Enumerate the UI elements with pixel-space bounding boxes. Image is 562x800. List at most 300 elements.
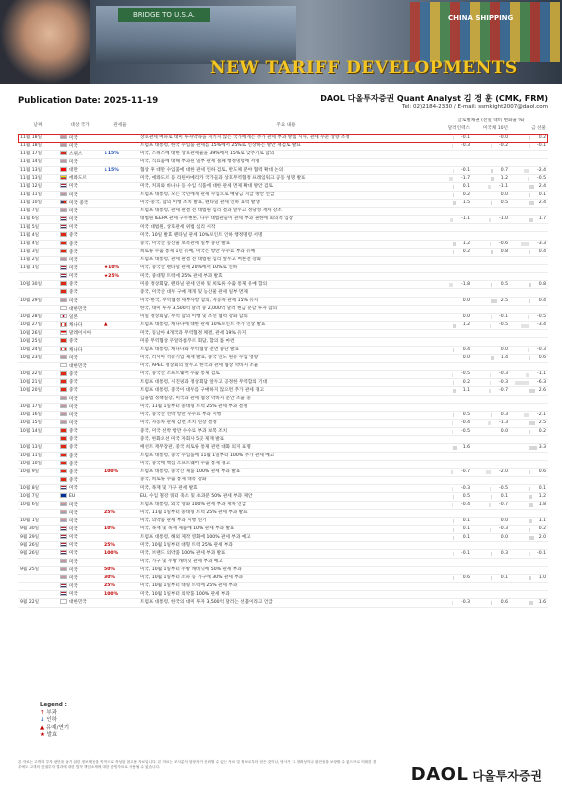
row-value-2 <box>472 142 510 150</box>
table-row <box>18 289 548 297</box>
row-tariff <box>102 444 138 452</box>
row-value-1 <box>434 158 472 166</box>
row-tariff: 25% <box>102 542 138 550</box>
row-value-2 <box>472 428 510 436</box>
country-name: 말레이시아 <box>69 331 92 336</box>
legend-item-effective: ★ 발효 <box>40 731 58 738</box>
country-flag-icon <box>60 387 67 392</box>
country-name: 미국 <box>69 298 78 304</box>
row-value-2 <box>472 558 510 566</box>
value-text: -0.4 <box>461 501 470 507</box>
row-value-1 <box>434 183 472 191</box>
country-name: 미국 <box>69 559 78 565</box>
row-tariff <box>102 199 138 207</box>
row-tariff <box>102 493 138 501</box>
value-bar <box>491 413 492 417</box>
row-tariff <box>102 313 138 321</box>
row-value-3 <box>510 444 548 452</box>
logo-brand: DAOL <box>410 764 469 785</box>
table-row <box>18 574 548 582</box>
row-tariff: ↓15% <box>102 150 138 158</box>
row-value-3 <box>510 240 548 248</box>
row-content: 중국, 미국산 대두 구매 재개 및 농산물 관세 일부 면제 <box>138 289 434 297</box>
value-text: 0.6 <box>500 599 508 605</box>
row-content: 트럼프 대통령, 관세 판결 전 대법원 심리 결과 앞두고 정당성 재차 강조 <box>138 207 434 215</box>
row-value-1 <box>434 542 472 550</box>
country-name: 중국 <box>69 469 78 475</box>
row-value-1 <box>434 574 472 582</box>
country-name: 중국 <box>69 428 78 434</box>
row-tariff <box>102 134 138 142</box>
row-value-3 <box>510 517 548 525</box>
row-date: 11월 17일 <box>18 150 58 158</box>
value-bar <box>528 315 529 319</box>
value-bar <box>524 413 529 417</box>
row-date: 10월 24일 <box>18 346 58 354</box>
country-flag-icon <box>60 469 67 474</box>
table-row <box>18 354 548 362</box>
row-value-3 <box>510 273 548 281</box>
country-name: 중국 <box>69 249 78 255</box>
row-value-1 <box>434 199 472 207</box>
country-name: 미국 <box>69 208 78 214</box>
row-country <box>58 134 102 142</box>
country-flag-icon <box>60 420 67 425</box>
country-name: 미국 <box>69 575 78 581</box>
row-tariff: 100% <box>102 550 138 558</box>
row-value-1 <box>434 240 472 248</box>
row-date: 11월 1일 <box>18 265 58 273</box>
country-name: 미국 중국 <box>69 200 89 206</box>
country-name: 미국 <box>69 355 78 361</box>
value-bar <box>528 177 529 181</box>
row-country <box>58 599 102 607</box>
value-text: -1.1 <box>461 216 470 222</box>
value-bar <box>449 177 453 181</box>
value-text: 1.2 <box>462 240 470 246</box>
table-row <box>18 265 548 273</box>
row-content: 중국, 미국산 농산물 보복관세 일부 중단 발표 <box>138 240 434 248</box>
table-row <box>18 493 548 501</box>
value-text: -0.5 <box>537 175 546 181</box>
value-bar <box>490 381 491 385</box>
row-value-3 <box>510 468 548 476</box>
value-bar <box>452 421 453 425</box>
row-content: 미국-중국, 합의 이행 조치 발표, 펜타닐 관세 인하 효력 발생 <box>138 199 434 207</box>
row-content: 미국, 10월 1일부터 대형 트럭 25% 관세 부과 <box>138 542 434 550</box>
tariff-table-body <box>18 134 548 607</box>
table-row <box>18 305 548 313</box>
row-value-2 <box>472 387 510 395</box>
country-flag-icon <box>60 249 67 254</box>
row-tariff <box>102 175 138 183</box>
row-value-2 <box>472 175 510 183</box>
disclaimer-text: 본 자료는 고객의 투자 판단을 돕기 위한 정보제공을 목적으로 작성된 참고용 자료입니다. 본 자료는 조사분석 담당자가 신뢰할 수 있는 자료 및 정보로부터 얻은 것이나, 당사가 그 정확성이나 완전성을 보장할 수 없으므로 어떠한 경우에도 고객의 증권투자 결과에 대한 법적 책임소재에 대한 증빙자료로 사용될 수 없습니다. <box>18 760 377 770</box>
row-date: 11월 13일 <box>18 175 58 183</box>
country-flag-icon <box>60 412 67 417</box>
row-tariff <box>102 403 138 411</box>
country-flag-icon <box>60 347 67 352</box>
row-country <box>58 297 102 305</box>
row-value-3 <box>510 403 548 411</box>
country-flag-icon <box>60 257 67 262</box>
banner-ship-image <box>410 2 560 62</box>
row-date: 11월 4일 <box>18 232 58 240</box>
row-country <box>58 216 102 224</box>
analyst-contact: Tel: 02)2184-2330 / E-mail: ssmkight2007@daol.com <box>402 104 548 110</box>
value-text: 1.8 <box>538 501 546 507</box>
row-value-2 <box>472 371 510 379</box>
banner-photo <box>0 0 90 84</box>
value-text: 0.2 <box>462 379 470 385</box>
row-value-1 <box>434 485 472 493</box>
country-name: 중국 <box>69 282 78 288</box>
value-text: -1.0 <box>499 216 508 222</box>
country-flag-icon <box>60 428 67 433</box>
row-date: 10월 13일 <box>18 444 58 452</box>
country-flag-icon <box>60 355 67 360</box>
row-tariff <box>102 289 138 297</box>
row-value-3 <box>510 460 548 468</box>
country-name: 중국 <box>69 379 78 385</box>
table-row <box>18 183 548 191</box>
row-value-3 <box>510 199 548 207</box>
row-content: 미국, 에콰도르 등 라틴아메리카 국가들과 상호무역협정 프레임워크 공동 성명 발표 <box>138 175 434 183</box>
banner-ship-text: CHINA SHIPPING <box>448 14 514 22</box>
row-country <box>58 224 102 232</box>
value-text: -0.1 <box>537 143 546 149</box>
value-text: -2.0 <box>499 469 508 475</box>
row-date: 10월 9일 <box>18 468 58 476</box>
row-content: 미국, 10월 1일부터 주방 캐비닛에 50% 관세 부과 <box>138 566 434 574</box>
row-country <box>58 379 102 387</box>
value-bar <box>453 446 457 450</box>
row-value-1 <box>434 387 472 395</box>
table-row <box>18 297 548 305</box>
row-country <box>58 403 102 411</box>
value-bar <box>453 324 456 328</box>
row-content: 트럼프 대통령, 중국이 대두를 구매하지 않으면 추가 관세 경고 <box>138 387 434 395</box>
banner-title: NEW TARIFF DEVELOPMENTS <box>210 58 518 78</box>
row-country <box>58 485 102 493</box>
row-value-2 <box>472 591 510 599</box>
analyst-info <box>320 94 548 112</box>
value-text: -0.7 <box>499 501 508 507</box>
row-value-2 <box>472 305 510 313</box>
row-value-3 <box>510 501 548 509</box>
table-row <box>18 444 548 452</box>
value-text: 0.2 <box>462 249 470 255</box>
row-value-2 <box>472 134 510 142</box>
table-row <box>18 591 548 599</box>
row-tariff <box>102 240 138 248</box>
row-value-3 <box>510 134 548 142</box>
row-country <box>58 591 102 599</box>
value-bar <box>490 373 491 377</box>
row-content: 미국 대법원, 상호관세 위법 심리 시작 <box>138 224 434 232</box>
value-text: 1.2 <box>538 493 546 499</box>
country-name: 중국 <box>69 437 78 443</box>
row-value-2 <box>472 477 510 485</box>
country-flag-icon <box>60 281 67 286</box>
value-bar <box>452 144 453 148</box>
country-flag-icon <box>60 485 67 490</box>
country-flag-icon <box>60 216 67 221</box>
row-tariff <box>102 387 138 395</box>
row-tariff <box>102 501 138 509</box>
value-bar <box>491 283 492 287</box>
row-value-2 <box>472 566 510 574</box>
value-text: -0.5 <box>499 485 508 491</box>
row-value-1 <box>434 371 472 379</box>
country-flag-icon <box>60 518 67 523</box>
row-value-3 <box>510 313 548 321</box>
value-text: 0.4 <box>462 346 470 352</box>
row-content: 협상 후 대만 수입품에 대한 관세 인하 검토, 반도체 분야 협력 확대 논의 <box>138 167 434 175</box>
row-date: 10월 7일 <box>18 493 58 501</box>
footer-logo <box>411 764 542 785</box>
value-text: -0.7 <box>499 387 508 393</box>
row-value-2 <box>472 338 510 346</box>
row-date: 9월 26일 <box>18 550 58 558</box>
value-text: 1.5 <box>462 200 470 206</box>
value-bar <box>491 177 494 181</box>
value-text: -0.5 <box>461 428 470 434</box>
value-bar <box>453 242 456 246</box>
value-bar <box>490 242 491 246</box>
table-row <box>18 550 548 558</box>
country-name: 미국 <box>69 592 78 597</box>
row-content: 미국, 자동차 관세 감면 조치 연장 결정 <box>138 419 434 427</box>
row-value-1 <box>434 281 472 289</box>
country-flag-icon <box>60 363 67 368</box>
row-tariff <box>102 428 138 436</box>
table-row <box>18 273 548 281</box>
table-row <box>18 207 548 215</box>
value-bar <box>529 185 534 189</box>
table-row <box>18 362 548 370</box>
table-row <box>18 411 548 419</box>
row-value-1 <box>434 428 472 436</box>
row-value-3 <box>510 362 548 370</box>
row-value-3 <box>510 297 548 305</box>
country-flag-icon <box>60 591 67 596</box>
country-name: 캐나다 <box>69 322 83 328</box>
row-value-1 <box>434 436 472 444</box>
country-name: 중국 <box>69 461 78 467</box>
country-flag-icon <box>60 322 67 327</box>
row-value-1 <box>434 216 472 224</box>
row-value-1 <box>434 419 472 427</box>
country-flag-icon <box>60 208 67 213</box>
row-date: 10월 28일 <box>18 313 58 321</box>
country-flag-icon <box>60 192 67 197</box>
row-content: 베선트 재무장관, 중국 희토류 통제 관련 대화 의지 표명 <box>138 444 434 452</box>
value-text: 0.5 <box>500 281 508 287</box>
value-text: -3.3 <box>537 240 546 246</box>
table-row <box>18 142 548 150</box>
row-value-3 <box>510 256 548 264</box>
row-tariff <box>102 477 138 485</box>
country-name: EU <box>69 494 76 500</box>
row-content: 미국, 목재 및 목재 제품에 10% 관세 부과 발표 <box>138 526 434 534</box>
country-flag-icon <box>60 567 67 572</box>
row-content: 트럼프 대통령, 모든 국민에게 관세 수입으로 배당금 지급 방안 언급 <box>138 191 434 199</box>
value-bar <box>491 552 492 556</box>
row-date: 11월 13일 <box>18 167 58 175</box>
row-value-2 <box>472 444 510 452</box>
value-text: 0.1 <box>500 493 508 499</box>
row-value-3 <box>510 395 548 403</box>
row-value-1 <box>434 313 472 321</box>
row-value-1 <box>434 526 472 534</box>
row-content: 미국, 중국산 선박 항만 수수료 부과 시행 <box>138 411 434 419</box>
row-value-2 <box>472 346 510 354</box>
col-header-date: 날짜 <box>18 118 58 134</box>
row-value-2 <box>472 411 510 419</box>
row-tariff <box>102 281 138 289</box>
value-text: 0.6 <box>462 575 470 581</box>
row-country <box>58 534 102 542</box>
country-name: 미국 <box>69 583 78 589</box>
row-value-3 <box>510 346 548 354</box>
country-name: 미국 <box>69 412 78 418</box>
value-bar <box>529 389 535 393</box>
row-value-2 <box>472 240 510 248</box>
row-value-1 <box>434 256 472 264</box>
row-value-1 <box>434 460 472 468</box>
value-bar <box>452 430 453 434</box>
value-bar <box>489 389 491 393</box>
row-tariff <box>102 436 138 444</box>
value-text: 0.3 <box>500 412 508 418</box>
row-date <box>18 574 58 582</box>
row-value-1 <box>434 444 472 452</box>
table-row <box>18 150 548 158</box>
row-country <box>58 354 102 362</box>
row-country <box>58 142 102 150</box>
legend-item-increase: ↑ 부과 <box>40 710 57 717</box>
row-country <box>58 428 102 436</box>
country-flag-icon <box>60 135 67 140</box>
row-date <box>18 436 58 444</box>
row-value-2 <box>472 191 510 199</box>
country-flag-icon <box>60 183 67 188</box>
row-date: 10월 23일 <box>18 354 58 362</box>
row-tariff: 25% <box>102 509 138 517</box>
row-value-2 <box>472 403 510 411</box>
legend-title: Legend : <box>40 702 67 708</box>
value-text: -0.1 <box>461 167 470 173</box>
value-text: 0.0 <box>462 355 470 361</box>
row-country <box>58 387 102 395</box>
country-flag-icon <box>60 151 67 156</box>
row-country <box>58 558 102 566</box>
value-text: -3.4 <box>537 322 546 328</box>
row-value-1 <box>434 452 472 460</box>
value-bar <box>451 470 453 474</box>
country-flag-icon <box>60 371 67 376</box>
row-date: 10월 1일 <box>18 517 58 525</box>
row-value-1 <box>434 134 472 142</box>
table-row <box>18 371 548 379</box>
row-date: 10월 14일 <box>18 428 58 436</box>
row-country <box>58 509 102 517</box>
row-value-3 <box>510 599 548 607</box>
row-content: 트럼프 대통령, 캐나다에 대한 관세 10%포인트 추가 인상 발표 <box>138 322 434 330</box>
row-value-3 <box>510 338 548 346</box>
row-value-1 <box>434 289 472 297</box>
row-value-1 <box>434 534 472 542</box>
row-country <box>58 583 102 591</box>
row-value-3 <box>510 485 548 493</box>
row-value-2 <box>472 468 510 476</box>
row-date: 11월 7일 <box>18 207 58 215</box>
row-content: 트럼프 대통령, 시진핑과 정상회담 앞두고 공정한 무역합의 기대 <box>138 379 434 387</box>
row-value-2 <box>472 460 510 468</box>
row-date <box>18 305 58 313</box>
country-name: 중국 <box>69 453 78 459</box>
row-date: 10월 8일 <box>18 485 58 493</box>
row-country <box>58 468 102 476</box>
row-country <box>58 248 102 256</box>
row-value-2 <box>472 256 510 264</box>
country-flag-icon <box>60 273 67 278</box>
row-value-3 <box>510 379 548 387</box>
row-value-3 <box>510 248 548 256</box>
row-value-1 <box>434 297 472 305</box>
value-bar <box>515 381 529 385</box>
table-row <box>18 191 548 199</box>
table-row <box>18 526 548 534</box>
row-content: 미국, 동남아 4개국과 무역협정 체결, 관세 19% 유지 <box>138 330 434 338</box>
country-name: 일본 <box>69 314 78 320</box>
table-row <box>18 468 548 476</box>
country-name: 대한민국 <box>69 363 87 369</box>
country-flag-icon <box>60 232 67 237</box>
row-country <box>58 362 102 370</box>
country-flag-icon <box>60 241 67 246</box>
row-tariff: ★25% <box>102 273 138 281</box>
row-value-2 <box>472 599 510 607</box>
row-content: 미국, 11월 1일부터 중대형 트럭 25% 관세 부과 발표 <box>138 509 434 517</box>
row-country <box>58 526 102 534</box>
value-bar <box>521 242 529 246</box>
row-tariff <box>102 216 138 224</box>
value-text: 1.7 <box>538 216 546 222</box>
row-value-3 <box>510 558 548 566</box>
row-content: 중국, 미국 선박 항만 수수료 부과 보복 조치 <box>138 428 434 436</box>
row-content: 한국, 대미 투자 3,500억 달러 중 2,000억 달러 현금 분할 투자 합의 <box>138 305 434 313</box>
row-date <box>18 289 58 297</box>
country-name: 미국 <box>69 135 78 141</box>
value-bar <box>529 601 533 605</box>
row-value-2 <box>472 183 510 191</box>
country-name: 미국 <box>69 216 78 222</box>
country-flag-icon <box>60 338 67 343</box>
value-text: -1.3 <box>499 420 508 426</box>
row-value-3 <box>510 534 548 542</box>
country-flag-icon <box>60 453 67 458</box>
row-tariff <box>102 419 138 427</box>
table-row <box>18 330 548 338</box>
country-name: 미국 <box>69 567 78 573</box>
row-value-2 <box>472 281 510 289</box>
row-date: 11월 18일 <box>18 142 58 150</box>
row-tariff <box>102 558 138 566</box>
row-date: 10월 29일 <box>18 297 58 305</box>
value-text: 0.8 <box>538 281 546 287</box>
